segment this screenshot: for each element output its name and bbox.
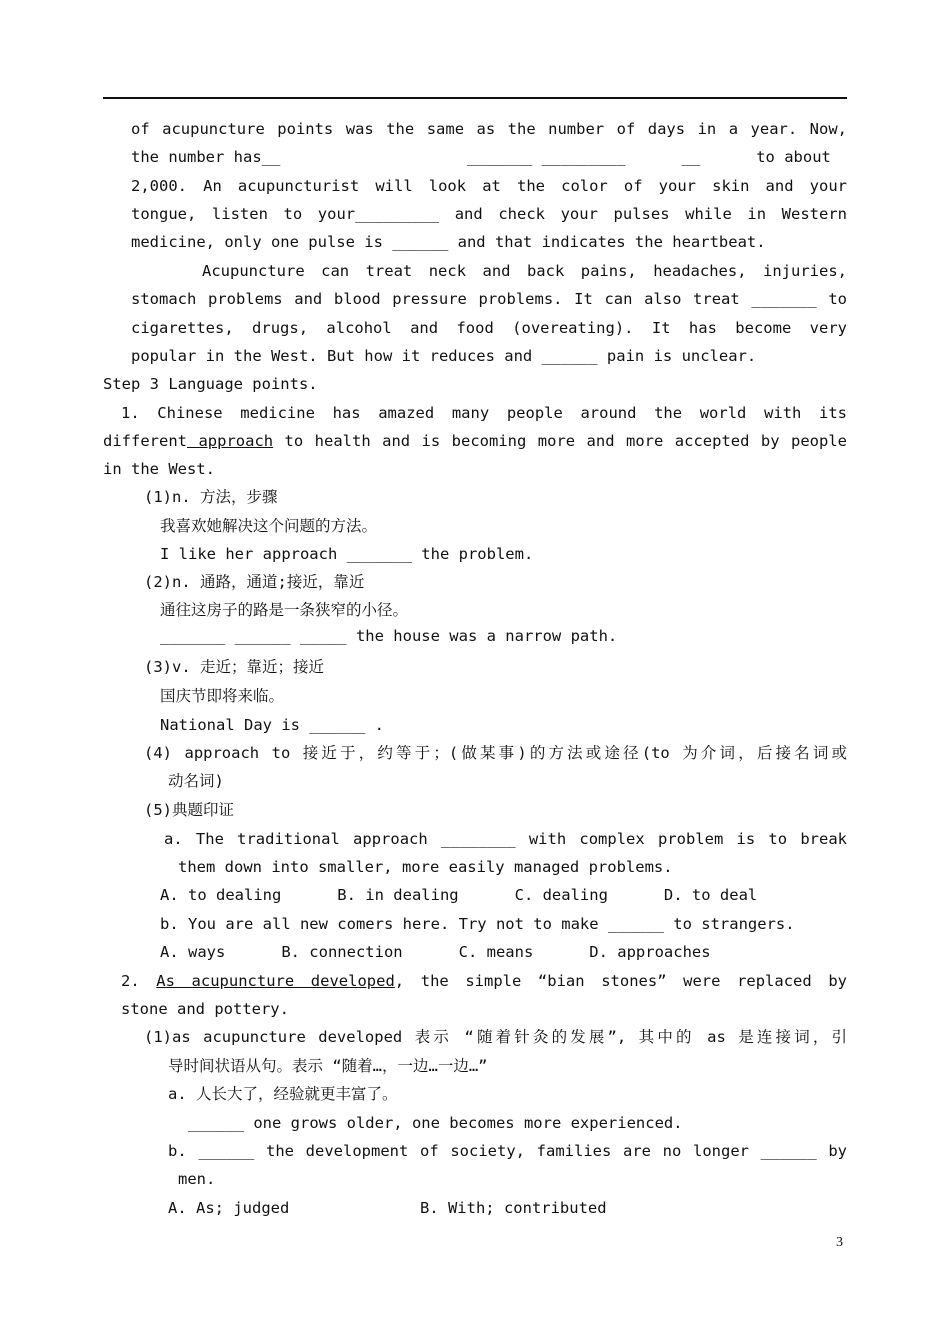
sense4-line1: (4) approach to 接近于，约等于；(做某事)的方法或途径(to 为介词，后接名词或 xyxy=(144,744,847,762)
point2-sense1-line1: (1)as acupuncture developed 表示 “随着针灸的发展”, 其中的 as 是连接词，引 xyxy=(144,1028,847,1046)
sense2-head: (2)n. 通路，通道;接近，靠近 xyxy=(144,573,365,591)
sense5-head: (5)典题印证 xyxy=(144,801,234,819)
question-a-line1: a. The traditional approach ________ with complex problem is to break xyxy=(164,830,847,848)
sense3-zh: 国庆节即将来临。 xyxy=(160,687,285,705)
point1-line2 xyxy=(103,431,847,451)
header-rule xyxy=(103,97,847,99)
passage-line-7: stomach problems and blood pressure problems. It can also treat _______ to xyxy=(131,290,847,308)
passage-line-5: medicine, only one pulse is ______ and that indicates the heartbeat. xyxy=(131,233,766,251)
point2-line1 xyxy=(121,971,847,991)
sense2-en: _______ ______ _____ the house was a narrow path. xyxy=(160,627,618,645)
question-a-options: A. to dealing B. in dealing C. dealing D. to deal xyxy=(160,886,758,904)
sense1-head: (1)n. 方法，步骤 xyxy=(144,488,278,506)
point2-example-a-en: ______ one grows older, one becomes more experienced. xyxy=(188,1114,683,1132)
question-b-line1: b. You are all new comers here. Try not to make ______ to strangers. xyxy=(160,915,795,933)
passage-line-9: popular in the West. But how it reduces and ______ pain is unclear. xyxy=(131,347,757,365)
point2-example-a-zh: a. 人长大了，经验就更丰富了。 xyxy=(168,1085,398,1103)
question-a-line2: them down into smaller, more easily managed problems. xyxy=(178,858,673,876)
sense1-en: I like her approach _______ the problem. xyxy=(160,545,534,563)
passage-line-4: tongue, listen to your_________ and check your pulses while in Western xyxy=(131,205,847,223)
point2-line1-pre: 2. xyxy=(121,972,157,990)
point1-line2-pre: different xyxy=(103,432,187,450)
point1-line1: 1. Chinese medicine has amazed many people around the world with its xyxy=(121,404,847,422)
passage-line-6: Acupuncture can treat neck and back pains, headaches, injuries, xyxy=(202,262,847,280)
sense4-line2: 动名词) xyxy=(168,772,224,790)
question-b-options: A. ways B. connection C. means D. approaches xyxy=(160,943,711,961)
point2-keyphrase: As acupuncture developed xyxy=(156,972,395,990)
passage-line-3: 2,000. An acupuncturist will look at the color of your skin and your xyxy=(131,177,847,195)
point2-line2: stone and pottery. xyxy=(121,1000,289,1018)
sense1-zh: 我喜欢她解决这个问题的方法。 xyxy=(160,517,378,535)
point1-line3: in the West. xyxy=(103,460,215,478)
point2-example-b-options: A. As; judged B. With; contributed xyxy=(168,1199,607,1217)
sense3-en: National Day is ______ . xyxy=(160,716,384,734)
point2-example-b-line1: b. ______ the development of society, families are no longer ______ by xyxy=(168,1142,847,1160)
point2-sense1-line2: 导时间状语从句。表示 “随着…，一边…一边…” xyxy=(168,1057,488,1075)
point2-example-b-line2: men. xyxy=(178,1170,216,1188)
point2-line1-post: , the simple “bian stones” were replaced by xyxy=(394,972,847,990)
point1-keyword-approach: approach xyxy=(187,432,274,450)
sense2-zh: 通往这房子的路是一条狭窄的小径。 xyxy=(160,601,409,619)
passage-line-8: cigarettes, drugs, alcohol and food (overeating). It has become very xyxy=(131,319,847,337)
sense3-head: (3)v. 走近；靠近；接近 xyxy=(144,658,324,676)
passage-line-2: the number has__ _______ _________ __ to about xyxy=(131,148,831,166)
point1-line2-post: to health and is becoming more and more accepted by people xyxy=(273,432,847,450)
page-number: 3 xyxy=(836,1235,843,1250)
passage-line-1: of acupuncture points was the same as the number of days in a year. Now, xyxy=(131,120,847,138)
step3-heading: Step 3 Language points. xyxy=(103,375,318,393)
